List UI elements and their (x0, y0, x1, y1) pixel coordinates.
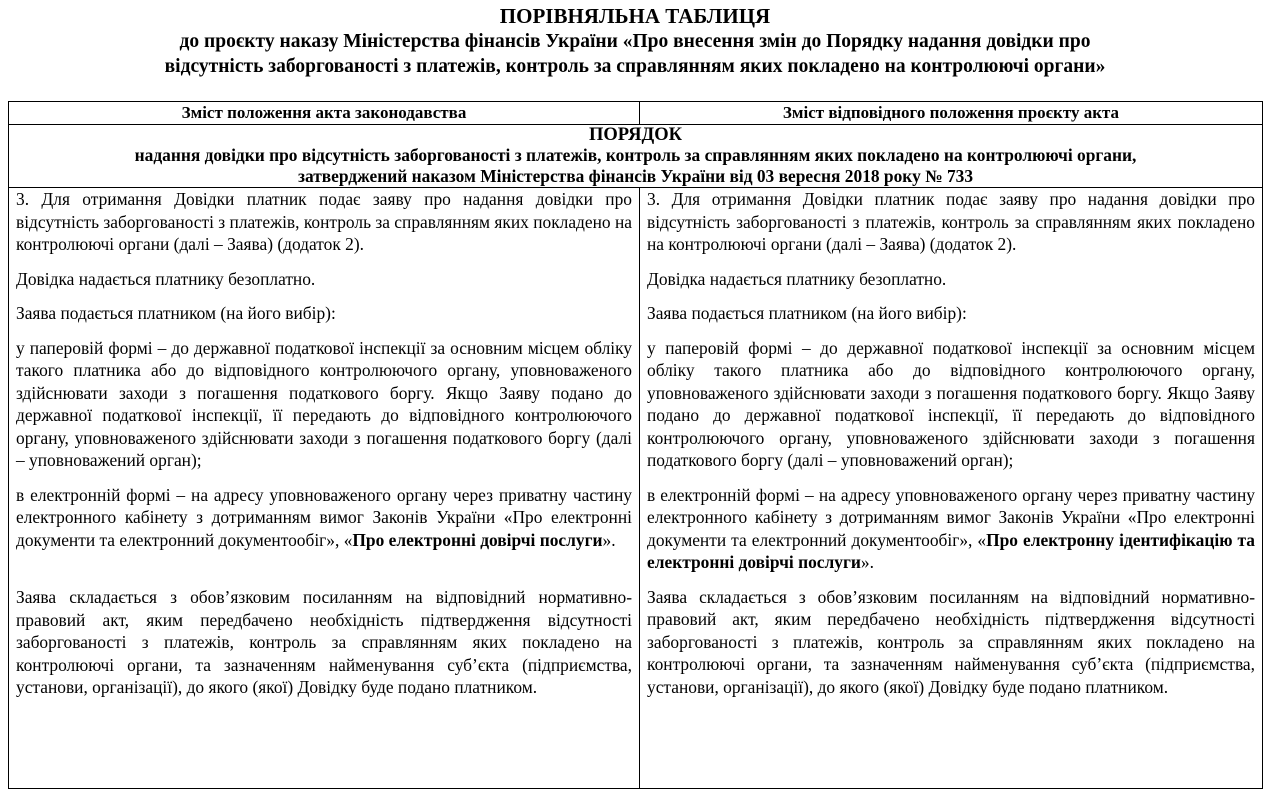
table-header-row (9, 102, 1263, 125)
left-paragraph-5-end: ». (602, 529, 616, 550)
left-paragraph-5 (16, 484, 632, 552)
left-paragraph-2: Довідка надається платнику безоплатно. (16, 268, 316, 289)
document-subtitle-line2: відсутність заборгованості з платежів, контроль за справлянням яких покладено на контролюючі органи» (164, 56, 1106, 77)
right-paragraph-1: 3. Для отримання Довідки платник подає заяву про надання довідки про відсутність заборгованості з платежів, контроль за справлянням яких покладено на контролюючі органи (далі – Заява) (додаток 2). (647, 189, 1255, 254)
right-paragraph-4: у паперовій формі – до державної податкової інспекції за основним місцем обліку такого платника або до відповідного контролюючого органу, уповноваженого здійснювати заходи з погашення податкового боргу. Якщо Заяву подано до державної податкової інспекції, її передають до відповідного контролюючого органу, уповноваженого здійснювати заходи з погашення податкового боргу (далі – уповноважений орган); (647, 337, 1255, 470)
column-header-current-act: Зміст положення акта законодавства (9, 102, 640, 125)
right-paragraph-5 (647, 484, 1255, 574)
right-paragraph-5-end: ». (860, 552, 874, 572)
left-paragraph-4: у паперовій формі – до державної податкової інспекції за основним місцем обліку такого платника або до відповідного контролюючого органу, уповноваженого здійснювати заходи з погашення податкового боргу. Якщо Заяву подано до державної податкової інспекції, її передають до відповідного контролюючого органу, уповноваженого здійснювати заходи з погашення податкового боргу (далі – уповноважений орган); (16, 337, 632, 470)
order-heading-row (9, 125, 1263, 188)
order-subtitle-line2: затверджений наказом Міністерства фінансів України від 03 вересня 2018 року № 733 (297, 166, 974, 186)
document-title: ПОРІВНЯЛЬНА ТАБЛИЦЯ (499, 4, 771, 28)
order-heading (9, 125, 1263, 188)
right-paragraph-3: Заява подається платником (на його вибір): (647, 303, 967, 323)
order-title: ПОРЯДОК (588, 125, 683, 145)
order-subtitle-line1: надання довідки про відсутність заборгованості з платежів, контроль за справлянням яких покладено на контролюючі органи, (134, 145, 1137, 165)
left-paragraph-6: Заява складається з обов’язковим посиланням на відповідний нормативно-правовий акт, яким передбачено необхідність підтвердження відсутності заборгованості з платежів, контроль за справлянням яких покладено на контролюючі органи, та зазначенням найменування суб’єкта (підприємства, установи, організації), до якого (якої) Довідку буде подано платником. (16, 587, 632, 697)
left-paragraph-5-highlight: Про електронні довірчі послуги (352, 529, 603, 550)
left-paragraph-1: 3. Для отримання Довідки платник подає заяву про надання довідки про відсутність заборгованості з платежів, контроль за справлянням яких покладено на контролюючі органи (далі – Заява) (додаток 2). (16, 189, 632, 254)
column-header-draft-act: Зміст відповідного положення проєкту акта (640, 102, 1263, 125)
draft-act-cell (640, 188, 1263, 789)
table-row (9, 188, 1263, 789)
current-act-cell (9, 188, 640, 789)
left-paragraph-3: Заява подається платником (на його вибір): (16, 303, 336, 323)
right-paragraph-2: Довідка надається платнику безоплатно. (647, 268, 947, 289)
comparison-table (8, 101, 1263, 789)
right-paragraph-6: Заява складається з обов’язковим посиланням на відповідний нормативно-правовий акт, яким передбачено необхідність підтвердження відсутності заборгованості з платежів, контроль за справлянням яких покладено на контролюючі органи, та зазначенням найменування суб’єкта (підприємства, установи, організації), до якого (якої) Довідку буде подано платником. (647, 586, 1255, 697)
right-paragraph-5-highlight: Про електронну ідентифікацію та електронні довірчі послуги (647, 529, 1255, 572)
right-paragraph-5-text: в електронній формі – на адресу уповноваженого органу через приватну частину електронного кабінету з дотриманням вимог Законів України «Про електронні документи та електронний документообіг», « (647, 484, 1255, 550)
document-header (0, 0, 1270, 79)
document-subtitle-line1: до проєкту наказу Міністерства фінансів України «Про внесення змін до Порядку надання довідки про (179, 31, 1091, 52)
left-paragraph-5-text: в електронній формі – на адресу уповноваженого органу через приватну частину електронного кабінету з дотриманням вимог Законів України «Про електронні документи та електронний документообіг», « (16, 484, 632, 550)
